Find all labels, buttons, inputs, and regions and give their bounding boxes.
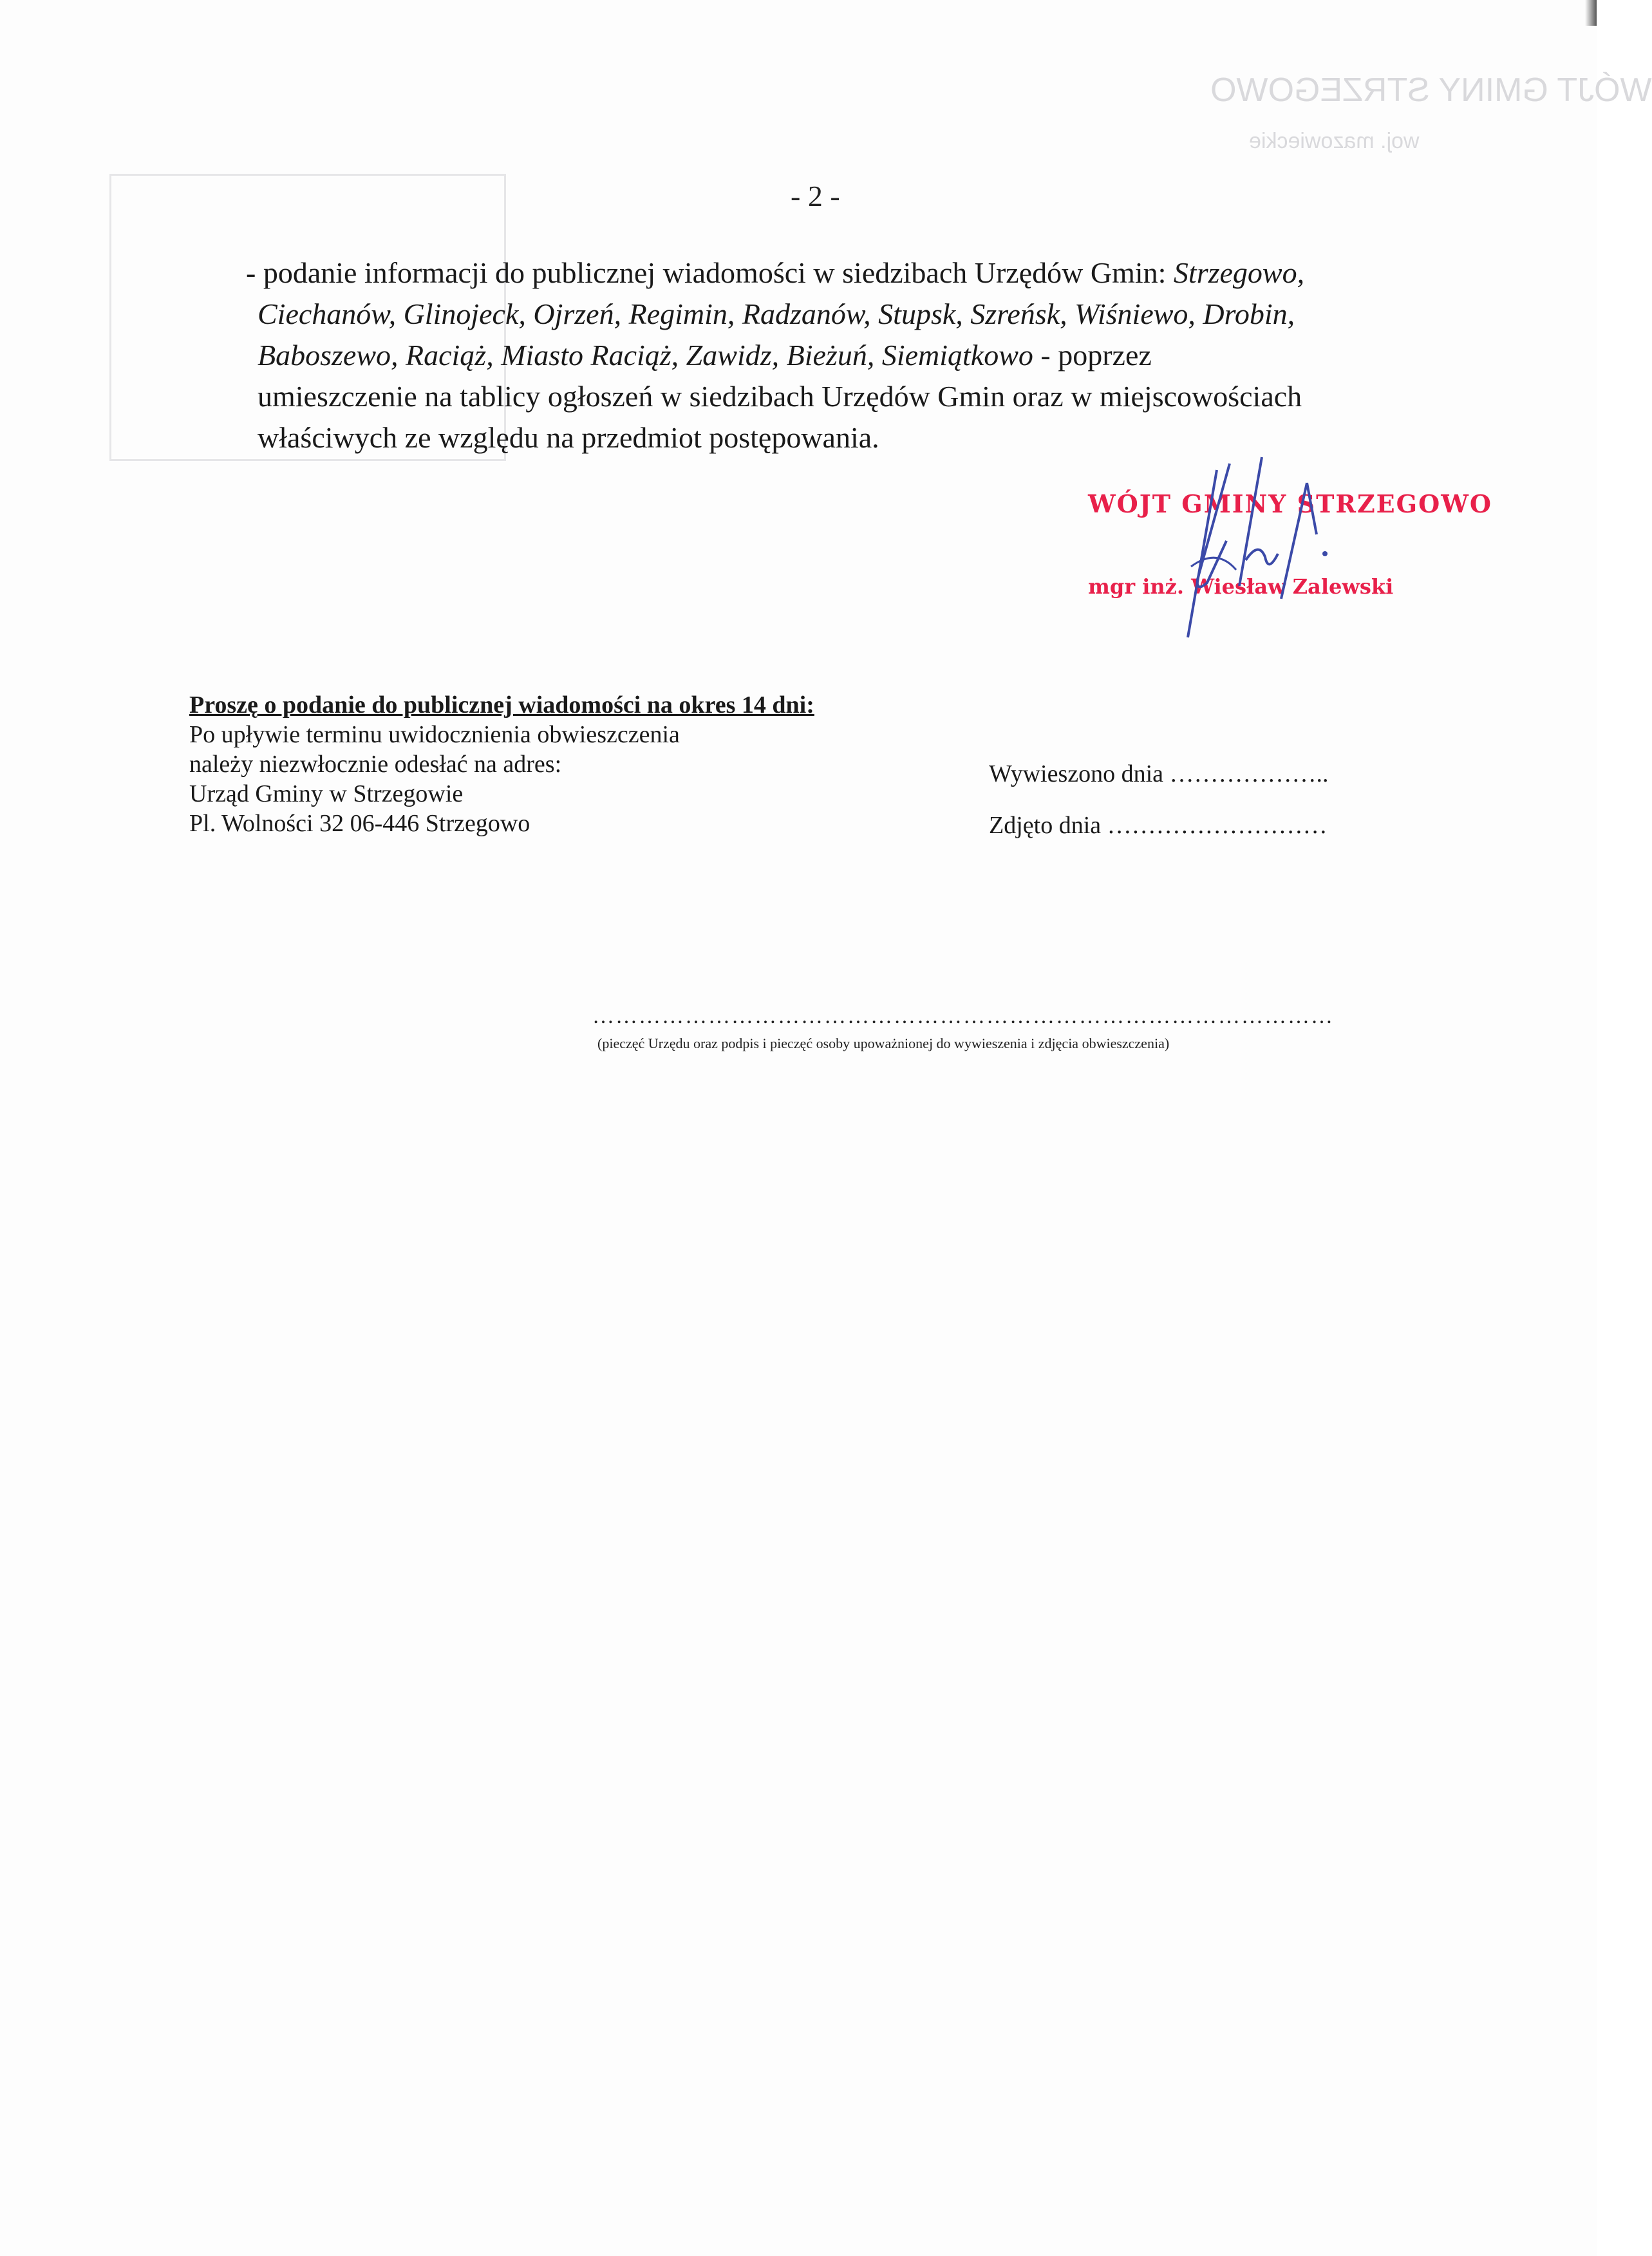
removed-date-field: Zdjęto dnia ……………………… [989, 812, 1328, 839]
paragraph-line: Ciechanów, Glinojeck, Ojrzeń, Regimin, Radzanów, Stupsk, Szreńsk, Wiśniewo, Drobin, [258, 297, 1295, 330]
signature-dotted-line: …………………………………………………………………………………… [592, 1004, 1334, 1028]
paragraph-line: Baboszewo, Raciąż, Miasto Raciąż, Zawidz, Bieżuń, Siemiątkowo - poprzez [258, 339, 1152, 371]
page-number: - 2 - [791, 180, 840, 212]
posted-date-field: Wywieszono dnia ……………….. [989, 760, 1329, 787]
paragraph-line: - podanie informacji do publicznej wiadomości w siedzibach Urzędów Gmin: Strzegowo, [246, 256, 1305, 289]
show-through-text: woj. mazowieckie [1249, 129, 1420, 153]
paragraph-line: umieszczenie na tablicy ogłoszeń w siedzibach Urzędów Gmin oraz w miejscowościach [258, 380, 1302, 413]
posting-dates [989, 760, 1329, 840]
show-through-text: WÓJT GMINY STRZEGOWO [1210, 71, 1652, 109]
handwritten-signature [1120, 444, 1378, 650]
request-line: Urząd Gminy w Strzegowie [189, 780, 464, 807]
request-block [189, 690, 814, 838]
signature-caption: (pieczęć Urzędu oraz podpis i pieczęć osoby upoważnionej do wywieszenia i zdjęcia obwieszczenia) [597, 1035, 1170, 1051]
paragraph-line: właściwych ze względu na przedmiot postępowania. [258, 421, 879, 454]
distribution-paragraph [246, 252, 1418, 458]
scan-edge-shadow [1585, 0, 1597, 26]
request-heading: Proszę o podanie do publicznej wiadomości na okres 14 dni: [189, 691, 814, 719]
stamp-signatory: mgr inż. Wiesław Zalewski [1088, 574, 1394, 599]
request-line: Pl. Wolności 32 06-446 Strzegowo [189, 810, 530, 837]
request-line: Po upływie terminu uwidocznienia obwieszczenia [189, 721, 680, 748]
stamp-title: WÓJT GMINY STRZEGOWO [1088, 489, 1492, 518]
request-line: należy niezwłocznie odesłać na adres: [189, 751, 562, 778]
